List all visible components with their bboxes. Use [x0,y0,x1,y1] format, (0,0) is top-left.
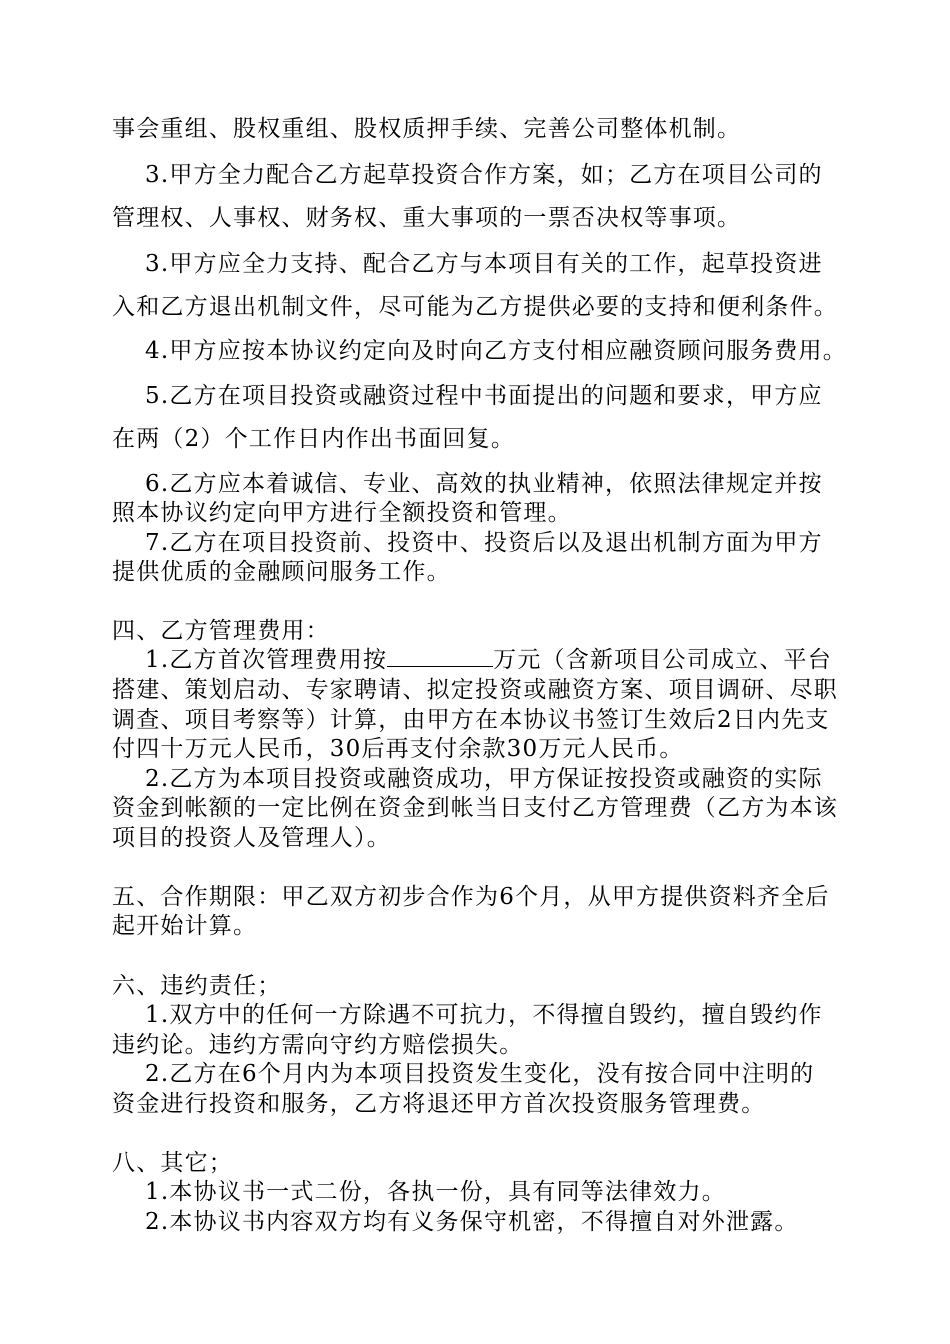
text-line: 5.乙方在项目投资或融资过程中书面提出的问题和要求，甲方应 [145,383,823,409]
section-heading-management-fee: 四、乙方管理费用： [112,618,330,644]
text-line: 搭建、策划启动、专家聘请、拟定投资或融资方案、项目调研、尽职 [112,677,838,703]
text-line: 项目的投资人及管理人）。 [112,825,391,851]
text-line: 资金进行投资和服务，乙方将退还甲方首次投资服务管理费。 [112,1091,766,1117]
text-line: 入和乙方退出机制文件，尽可能为乙方提供必要的支持和便利条件。 [112,294,838,320]
text-line: 在两（2）个工作日内作出书面回复。 [112,426,516,452]
section-heading-other: 八、其它； [112,1150,233,1176]
text-line-with-blank [145,645,872,675]
text-line: 1.双方中的任何一方除遇不可抗力，不得擅自毁约，擅自毁约作 [145,1002,823,1028]
text-line: 付四十万元人民币，30后再支付余款30万元人民币。 [112,736,684,762]
text-line: 资金到帐额的一定比例在资金到帐当日支付乙方管理费（乙方为本该 [112,795,838,821]
section-heading-breach-liability: 六、违约责任； [112,973,282,999]
text-segment: 1.乙方首次管理费用按 [145,647,388,673]
text-line: 1.本协议书一式二份，各执一份，具有同等法律效力。 [145,1179,726,1205]
text-line: 3.甲方应全力支持、配合乙方与本项目有关的工作，起草投资进 [145,251,823,277]
text-line: 2.乙方为本项目投资或融资成功，甲方保证按投资或融资的实际 [145,766,823,792]
text-line: 调查、项目考察等）计算，由甲方在本协议书签订生效后2日内先支 [112,707,830,733]
text-line: 4.甲方应按本协议约定向及时向乙方支付相应融资顾问服务费用。 [145,338,847,364]
text-line: 起开始计算。 [112,913,258,939]
text-line: 管理权、人事权、财务权、重大事项的一票否决权等事项。 [112,205,742,231]
text-line: 违约论。违约方需向守约方赔偿损失。 [112,1032,524,1058]
text-line: 7.乙方在项目投资前、投资中、投资后以及退出机制方面为甲方 [145,530,823,556]
fill-in-blank[interactable] [387,646,493,667]
text-line: 3.甲方全力配合乙方起草投资合作方案，如；乙方在项目公司的 [145,162,823,188]
text-line: 照本协议约定向甲方进行全额投资和管理。 [112,500,572,526]
text-line: 2.乙方在6个月内为本项目投资发生变化，没有按合同中注明的 [145,1061,815,1087]
text-line: 事会重组、股权重组、股权质押手续、完善公司整体机制。 [112,116,742,142]
section-heading-cooperation-period: 五、合作期限：甲乙双方初步合作为6个月，从甲方提供资料齐全后 [112,884,830,910]
text-line: 6.乙方应本着诚信、专业、高效的执业精神，依照法律规定并按 [145,471,823,497]
text-segment: 万元（含新项目公司成立、平台 [493,647,832,673]
text-line: 2.本协议书内容双方均有义务保守机密，不得擅自对外泄露。 [145,1209,799,1235]
text-line: 提供优质的金融顾问服务工作。 [112,559,451,585]
